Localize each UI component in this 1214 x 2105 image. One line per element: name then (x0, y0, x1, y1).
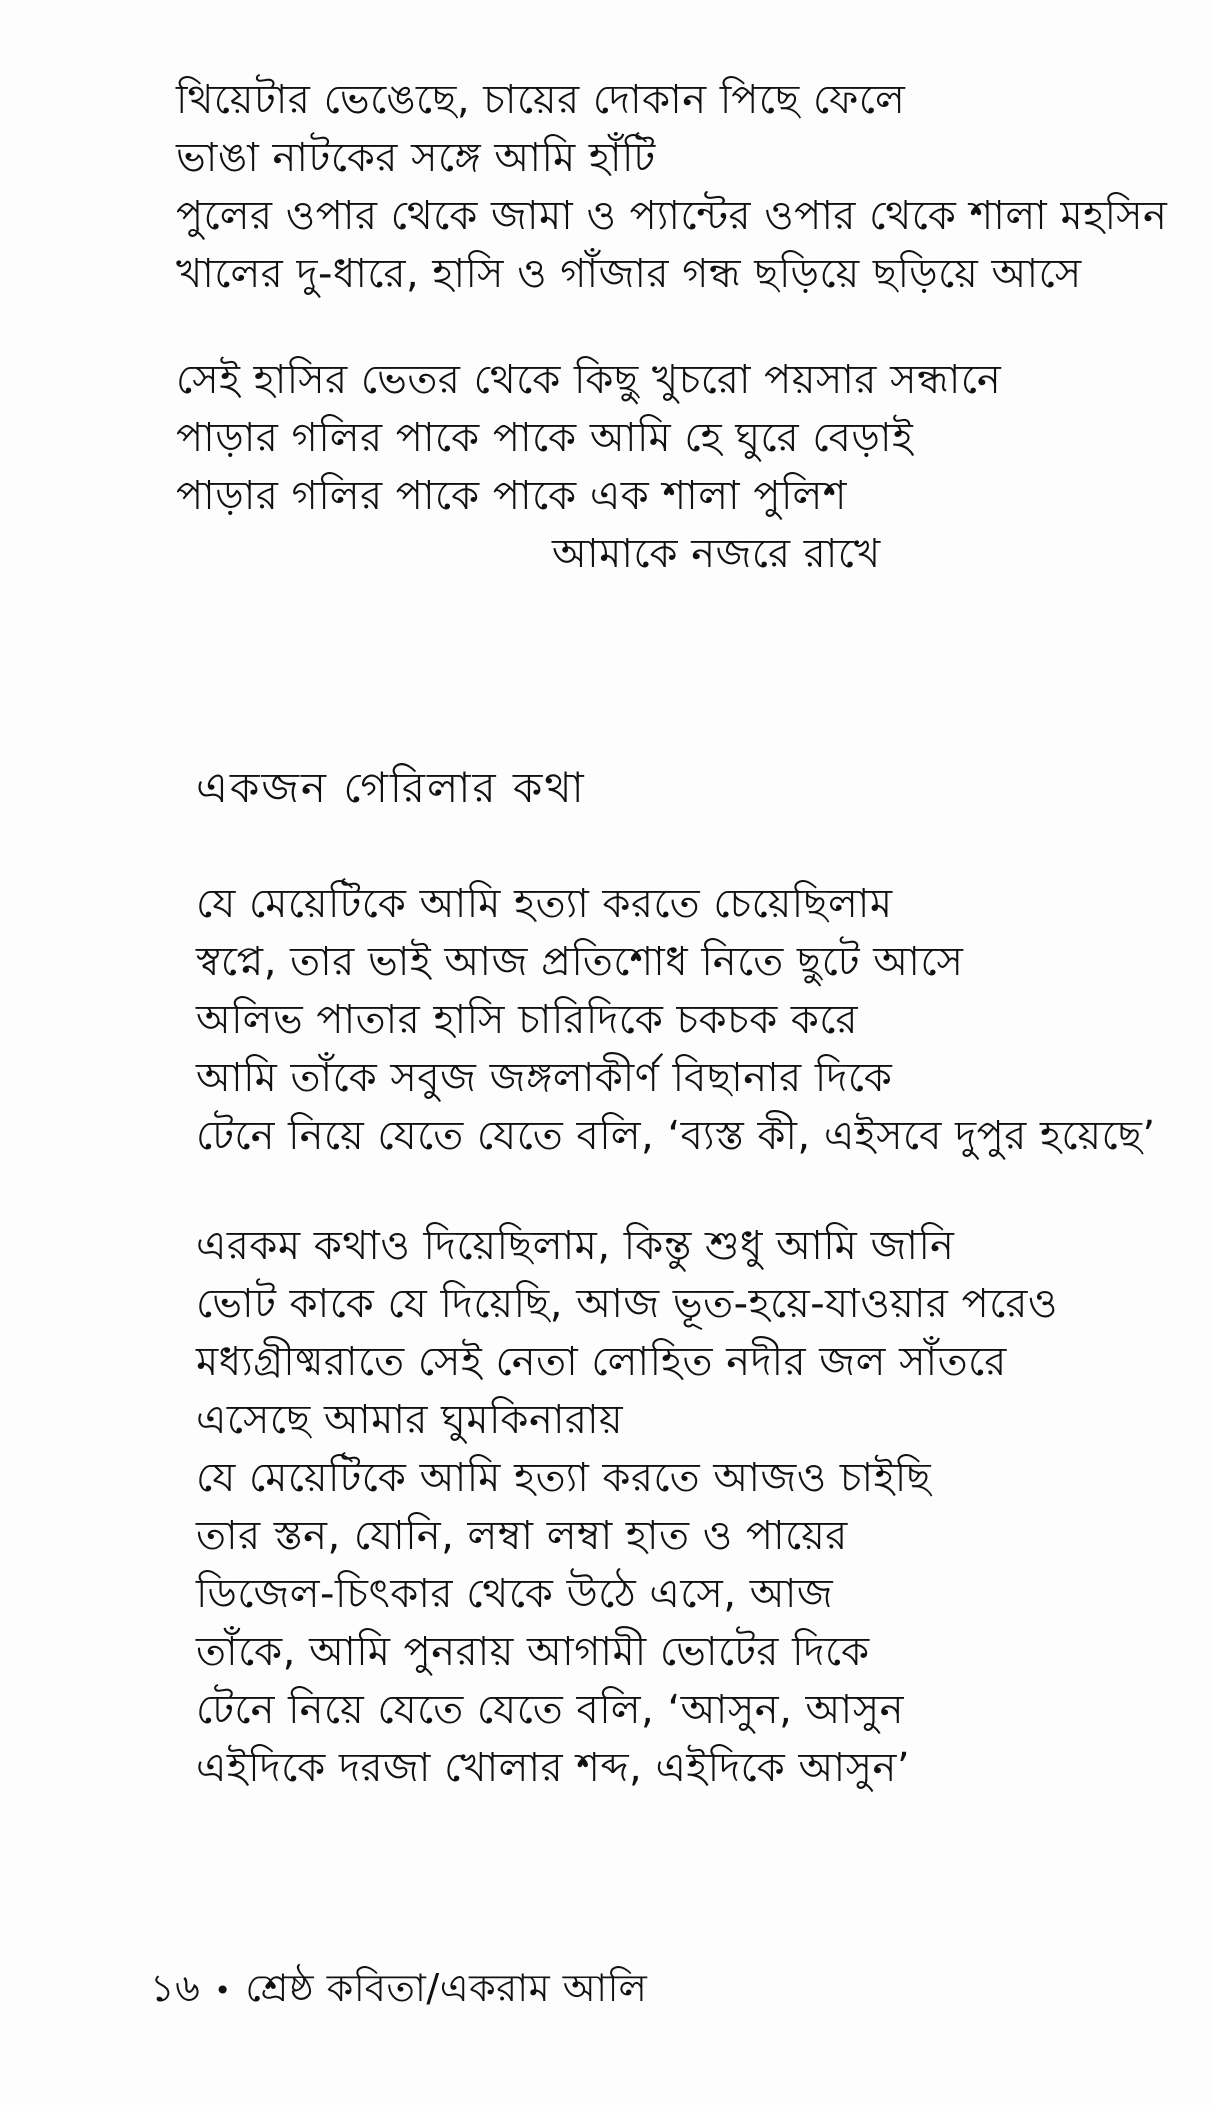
poem2-line: ডিজেল-চিৎকার থেকে উঠে এসে, আজ (196, 1571, 834, 1617)
poem2-line: এরকম কথাও দিয়েছিলাম, কিন্তু শুধু আমি জানি (196, 1223, 955, 1269)
poem-title: একজন গেরিলার কথা (196, 763, 586, 812)
poem2-line: যে মেয়েটিকে আমি হত্যা করতে চেয়েছিলাম (196, 881, 893, 927)
page-number: ১৬ (150, 1966, 201, 2010)
poem2-line: আমি তাঁকে সবুজ জঙ্গলাকীর্ণ বিছানার দিকে (196, 1055, 893, 1101)
poem2-line: স্বপ্নে, তার ভাই আজ প্রতিশোধ নিতে ছুটে আসে (196, 939, 964, 985)
poem2-line: যে মেয়েটিকে আমি হত্যা করতে আজও চাইছি (196, 1455, 932, 1501)
poem2-line: টেনে নিয়ে যেতে যেতে বলি, ‘ব্যস্ত কী, এইসবে দুপুর হয়েছে’ (196, 1113, 1156, 1159)
poem2-line: এইদিকে দরজা খোলার শব্দ, এইদিকে আসুন’ (196, 1745, 911, 1791)
poem2-line: অলিভ পাতার হাসি চারিদিকে চকচক করে (196, 997, 858, 1043)
poem1-line: পুলের ওপার থেকে জামা ও প্যান্টের ওপার থেকে শালা মহসিন (176, 193, 1168, 239)
book-author-title: শ্রেষ্ঠ কবিতা/একরাম আলি (245, 1966, 648, 2010)
poem2-line: তার স্তন, যোনি, লম্বা লম্বা হাত ও পায়ের (196, 1513, 848, 1559)
poem1-line: আমাকে নজরে রাখে (552, 531, 881, 577)
separator-dot: • (214, 1973, 232, 2007)
poem1-line: সেই হাসির ভেতর থেকে কিছু খুচরো পয়সার সন্ধানে (176, 357, 1002, 403)
poem1-line: পাড়ার গলির পাকে পাকে এক শালা পুলিশ (176, 473, 847, 519)
page-footer (150, 1960, 647, 2019)
poem2-line: ভোট কাকে যে দিয়েছি, আজ ভূত-হয়ে-যাওয়ার পরেও (196, 1281, 1058, 1327)
poem2-line: তাঁকে, আমি পুনরায় আগামী ভোটের দিকে (196, 1629, 870, 1675)
poem2-line: এসেছে আমার ঘুমকিনারায় (196, 1397, 624, 1443)
poem1-line: খালের দু-ধারে, হাসি ও গাঁজার গন্ধ ছড়িয়ে ছড়িয়ে আসে (176, 251, 1082, 297)
poem1-line: পাড়ার গলির পাকে পাকে আমি হে ঘুরে বেড়াই (176, 415, 914, 461)
poem1-line: থিয়েটার ভেঙেছে, চায়ের দোকান পিছে ফেলে (176, 77, 906, 123)
poem1-line: ভাঙা নাটকের সঙ্গে আমি হাঁটি (176, 135, 656, 181)
poem2-line: টেনে নিয়ে যেতে যেতে বলি, ‘আসুন, আসুন (196, 1687, 904, 1733)
poem2-line: মধ্যগ্রীষ্মরাতে সেই নেতা লোহিত নদীর জল সাঁতরে (196, 1339, 1007, 1385)
